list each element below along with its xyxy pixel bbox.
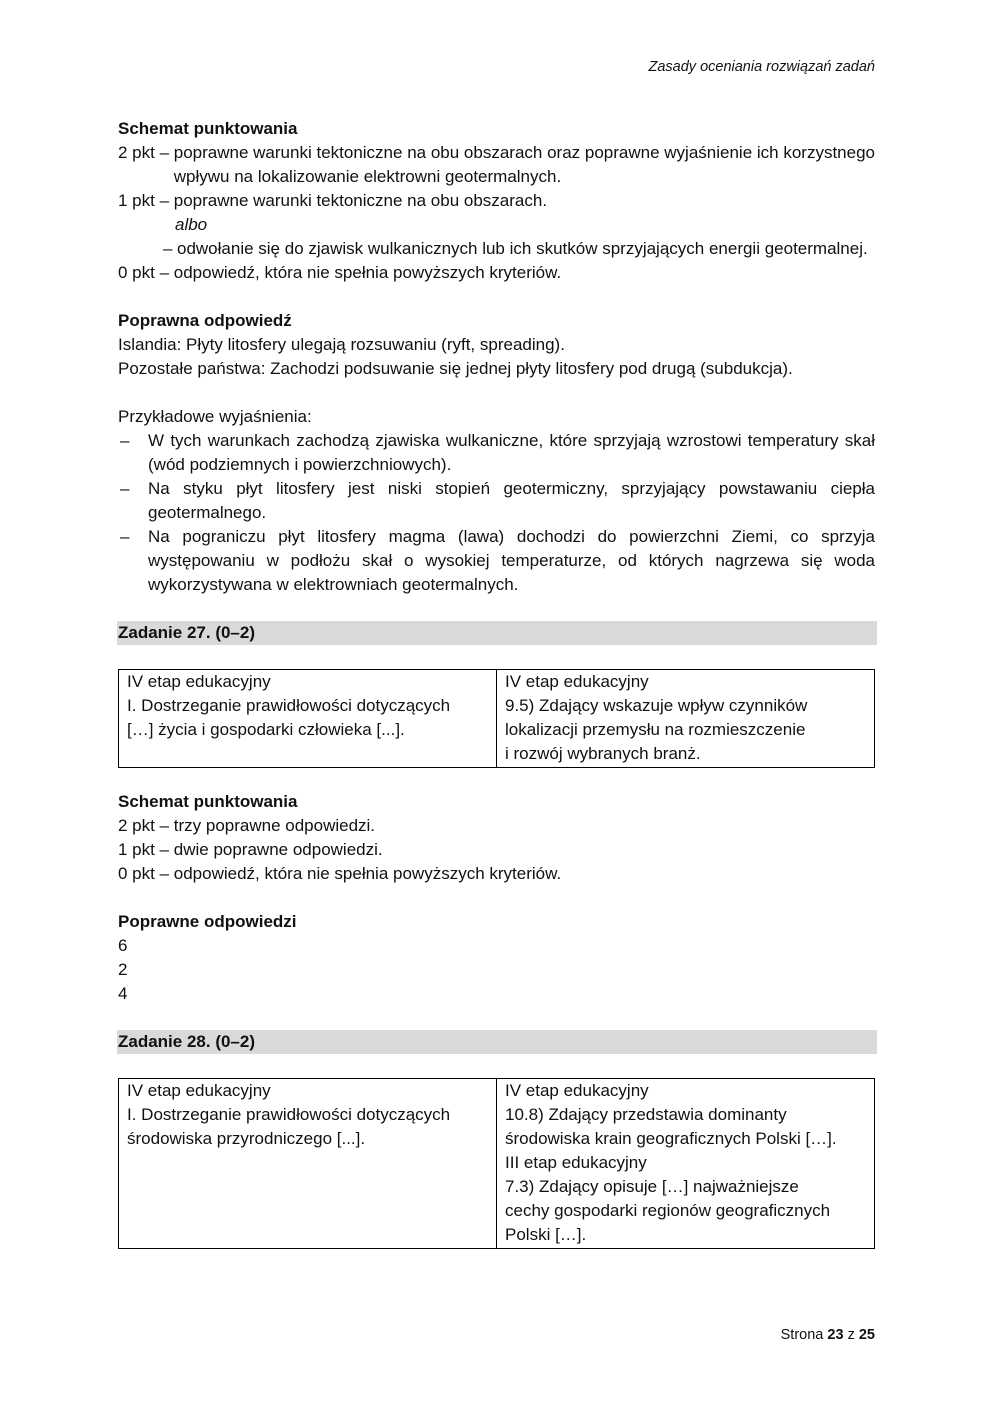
req-line: lokalizacji przemysłu na rozmieszczenie — [505, 720, 806, 739]
scheme-2pkt — [118, 141, 875, 189]
bullet-dash: – — [120, 431, 130, 450]
scheme-1pkt-text: poprawne warunki tektoniczne na obu obszarach. — [173, 191, 548, 210]
example-text: Na pograniczu płyt litosfery magma (lawa) dochodzi do powierzchni Ziemi, co sprzyja występowaniu w podłożu skał o wysokiej temperaturze, od których nagrzewa się woda wykorzystywana w elektrowniach geotermalnych. — [148, 527, 875, 594]
answer-line: Islandia: Płyty litosfery ulegają rozsuwaniu (ryft, spreading). — [118, 335, 565, 354]
req-line: IV etap edukacyjny — [505, 1081, 649, 1100]
req-line: I. Dostrzeganie prawidłowości dotyczących — [127, 1105, 451, 1124]
page-word: Strona — [780, 1327, 824, 1343]
task-27-requirements-table — [118, 669, 875, 768]
req-line: 7.3) Zdający opisuje […] najważniejsze — [505, 1177, 799, 1196]
req-line: Polski […]. — [505, 1225, 587, 1244]
req-line: I. Dostrzeganie prawidłowości dotyczących — [127, 696, 451, 715]
req-line: i rozwój wybranych branż. — [505, 744, 701, 763]
req-line: III etap edukacyjny — [505, 1153, 647, 1172]
scheme-0pkt — [118, 261, 875, 285]
req-line: IV etap edukacyjny — [127, 1081, 271, 1100]
running-header: Zasady oceniania rozwiązań zadań — [648, 59, 875, 75]
scheme-2pkt-label: 2 pkt – — [118, 143, 174, 162]
answer-heading: Poprawna odpowiedź — [118, 311, 292, 330]
req-line: IV etap edukacyjny — [505, 672, 649, 691]
task-27-scheme-line: 1 pkt – dwie poprawne odpowiedzi. — [118, 840, 383, 859]
req-line: 10.8) Zdający przedstawia dominanty — [505, 1105, 787, 1124]
task-27-general-requirement — [119, 670, 497, 768]
page-content — [118, 117, 875, 1249]
page-of-word: z — [847, 1327, 855, 1343]
scheme-0pkt-text: odpowiedź, która nie spełnia powyższych kryteriów. — [173, 263, 562, 282]
examples-intro: Przykładowe wyjaśnienia: — [118, 407, 312, 426]
task-27-answer: 6 — [118, 936, 128, 955]
task-27-answers-heading: Poprawne odpowiedzi — [118, 912, 297, 931]
page-total: 25 — [858, 1327, 875, 1343]
req-line: IV etap edukacyjny — [127, 672, 271, 691]
scheme-or-word: albo — [175, 215, 208, 234]
task-27-title: Zadanie 27. (0–2) — [117, 621, 877, 645]
req-line: 9.5) Zdający wskazuje wpływ czynników — [505, 696, 808, 715]
task-27-answer: 2 — [118, 960, 128, 979]
scheme-1pkt-label: 1 pkt – — [118, 191, 174, 210]
page-current: 23 — [827, 1327, 844, 1343]
bullet-dash: – — [120, 479, 130, 498]
scheme-2pkt-text: poprawne warunki tektoniczne na obu obszarach oraz poprawne wyjaśnienie ich korzystnego wpływu na lokalizowanie elektrowni geotermalnych. — [173, 143, 875, 186]
req-line: cechy gospodarki regionów geograficznych — [505, 1201, 831, 1220]
task-28-requirements-table — [118, 1078, 875, 1249]
task-28-specific-requirement — [497, 1079, 875, 1249]
scheme-alt-text: odwołanie się do zjawisk wulkanicznych lub ich skutków sprzyjających energii geotermalnej. — [177, 239, 868, 258]
task-28-general-requirement — [119, 1079, 497, 1249]
scheme-1pkt — [118, 189, 875, 213]
scheme-1pkt-alternative — [118, 237, 875, 261]
task-27-specific-requirement — [497, 670, 875, 768]
task-27-scheme-heading: Schemat punktowania — [118, 792, 298, 811]
example-text: Na styku płyt litosfery jest niski stopień geotermiczny, sprzyjający powstawaniu ciepła geotermalnego. — [148, 479, 875, 522]
task-27-answer: 4 — [118, 984, 128, 1003]
example-item — [118, 525, 875, 597]
req-line: […] życia i gospodarki człowieka [...]. — [127, 720, 405, 739]
example-text: W tych warunkach zachodzą zjawiska wulkaniczne, które sprzyjają wzrostowi temperatury skał (wód podziemnych i powierzchniowych). — [148, 431, 875, 474]
req-line: środowiska przyrodniczego [...]. — [127, 1129, 366, 1148]
task-27-scheme-line: 2 pkt – trzy poprawne odpowiedzi. — [118, 816, 376, 835]
answer-line: Pozostałe państwa: Zachodzi podsuwanie się jednej płyty litosfery pod drugą (subdukcja). — [118, 359, 793, 378]
page-number — [781, 1326, 875, 1344]
req-line: środowiska krain geograficznych Polski […]. — [505, 1129, 837, 1148]
bullet-dash: – — [120, 527, 130, 546]
scheme-0pkt-label: 0 pkt – — [118, 263, 174, 282]
example-item — [118, 429, 875, 477]
scheme-heading: Schemat punktowania — [118, 119, 298, 138]
example-item — [118, 477, 875, 525]
scheme-alt-dash: – — [163, 239, 178, 258]
task-28-title: Zadanie 28. (0–2) — [117, 1030, 877, 1054]
task-27-scheme-line: 0 pkt – odpowiedź, która nie spełnia powyższych kryteriów. — [118, 864, 562, 883]
